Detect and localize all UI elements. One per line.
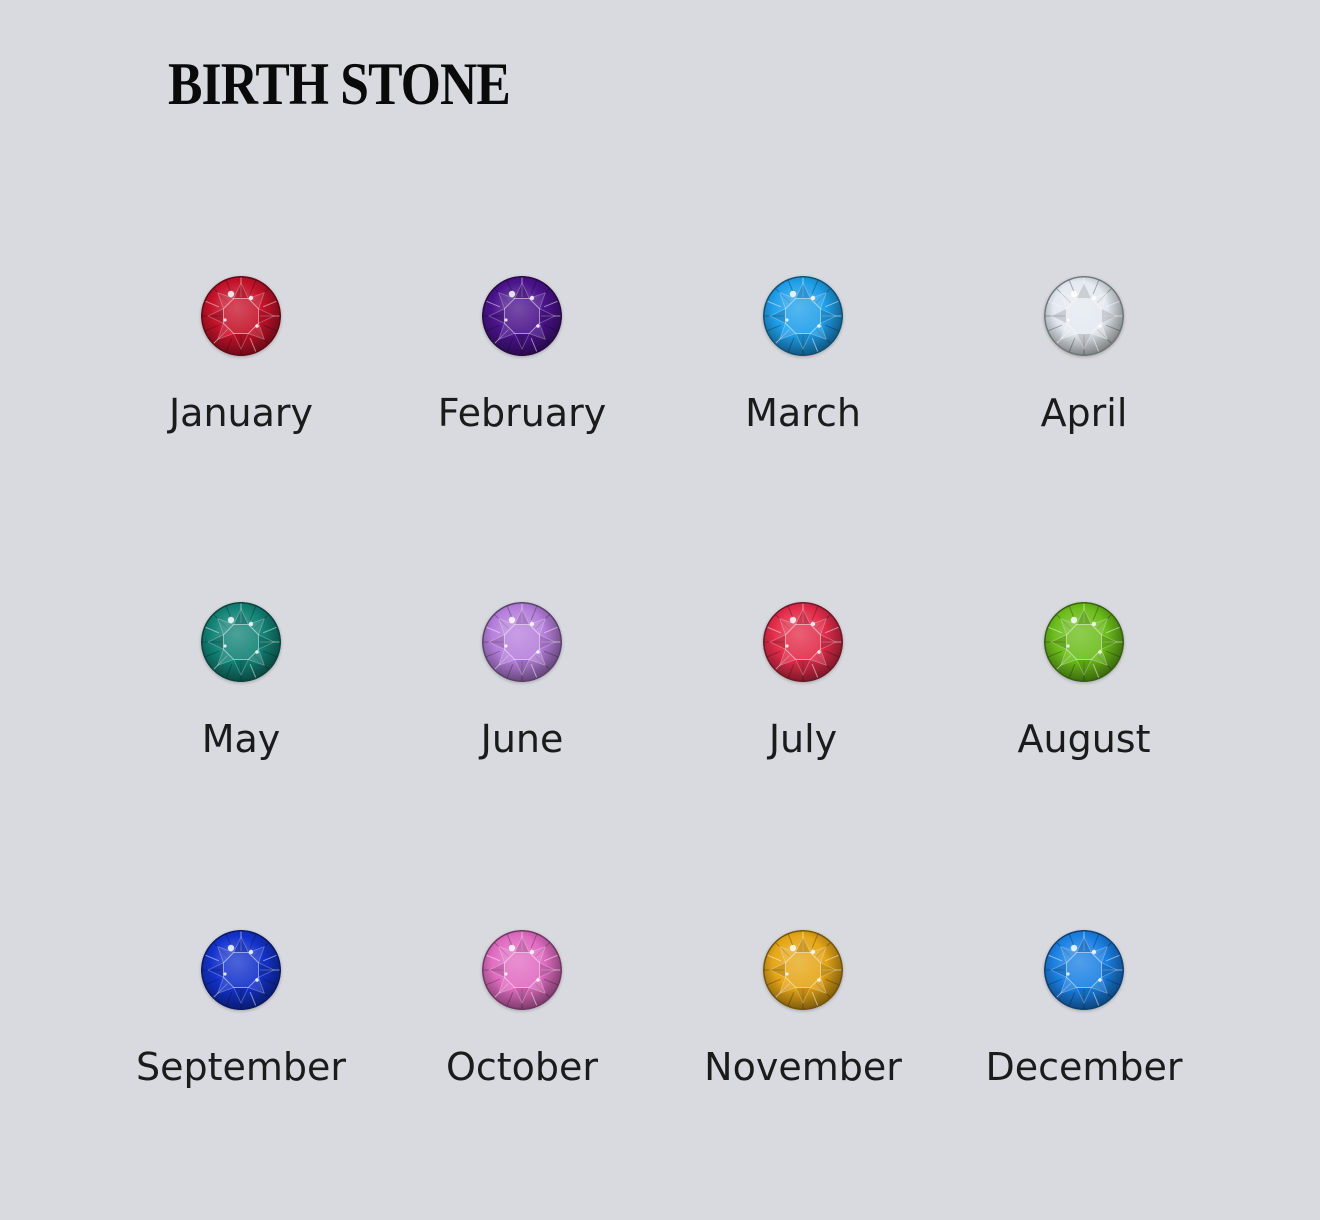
month-label: October [445, 1045, 599, 1089]
month-label: December [985, 1045, 1183, 1089]
aquamarine-gem-icon [763, 276, 843, 356]
birthstone-item-february [382, 276, 662, 486]
month-label: July [768, 717, 838, 761]
month-label: June [480, 717, 564, 761]
birthstone-item-august [944, 602, 1224, 812]
birthstone-item-october [382, 930, 662, 1140]
emerald-gem-icon [201, 602, 281, 682]
birthstone-item-july [663, 602, 943, 812]
month-label: May [201, 717, 281, 761]
diamond-gem-icon [1044, 276, 1124, 356]
peridot-gem-icon [1044, 602, 1124, 682]
birthstone-item-june [382, 602, 662, 812]
page-title: BIRTH STONE [168, 51, 510, 117]
amethyst-gem-icon [482, 276, 562, 356]
birthstone-item-december [944, 930, 1224, 1140]
sapphire-gem-icon [201, 930, 281, 1010]
birthstone-item-march [663, 276, 943, 486]
blue-topaz-gem-icon [1044, 930, 1124, 1010]
month-label: September [135, 1045, 347, 1089]
month-label: November [704, 1045, 902, 1089]
birthstone-item-january [101, 276, 381, 486]
alexandrite-gem-icon [482, 602, 562, 682]
ruby-gem-icon [763, 602, 843, 682]
birthstone-item-may [101, 602, 381, 812]
month-label: January [168, 391, 314, 435]
month-label: March [745, 391, 861, 435]
month-label: August [1017, 717, 1151, 761]
birthstone-item-september [101, 930, 381, 1140]
topaz-gem-icon [763, 930, 843, 1010]
month-label: April [1040, 391, 1128, 435]
month-label: February [437, 391, 607, 435]
birthstone-item-april [944, 276, 1224, 486]
birthstone-item-november [663, 930, 943, 1140]
ruby-gem-icon [201, 276, 281, 356]
tourmaline-gem-icon [482, 930, 562, 1010]
